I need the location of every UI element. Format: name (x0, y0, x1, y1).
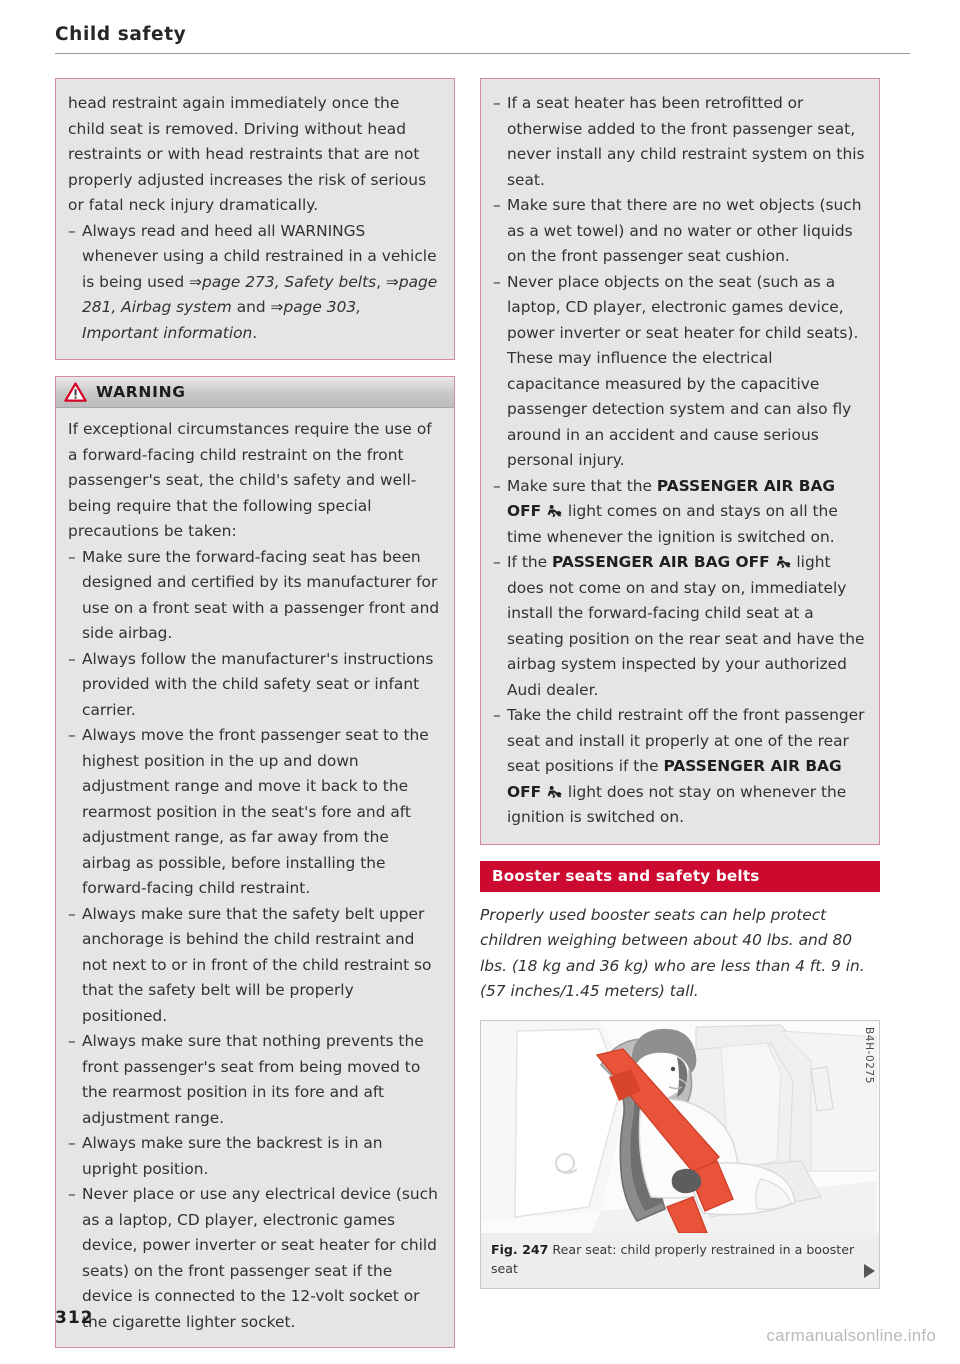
bullet-text: Always follow the manufacturer's instructions provided with the child safety seat or infant carrier. (82, 649, 434, 719)
warning-bullet-5 (68, 1029, 440, 1131)
seg-plain-2: light comes on and stays on all the time whenever the ignition is switched on. (507, 502, 838, 546)
seg-plain-2: light does not come on and stay on, immediately install the forward-facing child seat at a seating position on the rear seat and have the airbag system inspected by your authorized Audi dealer. (507, 553, 865, 699)
section-intro: Properly used booster seats can help protect children weighing between about 40 lbs. and 80 lbs. (18 kg and 36 kg) who are less than 4 ft. 9 in. (57 inches/1.45 meters) tall. (480, 905, 865, 1000)
figure-code: B4H-0275 (863, 1026, 875, 1084)
bullet-dash: – (68, 726, 76, 744)
bullet-dash: – (493, 476, 501, 495)
continued-bullet (68, 219, 440, 347)
ref-sep-1: , (376, 272, 386, 291)
bullet-dash: – (493, 272, 501, 291)
bullet-text: Make sure that there are no wet objects (such as a wet towel) and no water or other liquids on the front passenger seat cushion. (507, 196, 862, 265)
airbag-off-icon (546, 783, 563, 801)
bullet-dash: – (68, 221, 76, 240)
bullet-text: Always make sure that nothing prevents the front passenger's seat from being moved to the rearmost position in its fore and aft adjustment range. (82, 1032, 424, 1127)
cross-ref-2[interactable]: page 281, Airbag system (82, 272, 438, 316)
passenger-airbag-off-label: PASSENGER AIR BAG OFF (552, 553, 770, 571)
warning-bullet-1 (68, 545, 440, 647)
seg-plain: If the (507, 553, 552, 571)
cross-ref-3[interactable]: page 303, Important information (82, 298, 362, 342)
bullet-dash: – (68, 904, 76, 923)
figure-caption-text: Rear seat: child properly restrained in a booster seat (491, 1241, 855, 1276)
bullet-dash: – (68, 649, 76, 668)
bullet-text (507, 474, 865, 551)
warning-triangle-icon (64, 382, 87, 402)
bullet-dash: – (68, 1185, 76, 1203)
left-column (55, 78, 455, 1364)
bullet-text: Always make sure the backrest is in an upright position. (82, 1134, 383, 1178)
page-header (55, 24, 910, 54)
figure-image (481, 1021, 879, 1233)
bullet-text: Always move the front passenger seat to the highest position in the up and down adjustment range and move it back to the rearmost position in the seat's fore and aft adjustment range, as far away from the airbag as possible, before installing the forward-facing child restraint. (82, 726, 429, 897)
bullet-text-pre: Always read and heed all WARNINGS whenever using a child restrained in a vehicle is being used (82, 221, 437, 291)
header-divider (55, 53, 910, 54)
page-title: Child safety (55, 24, 187, 45)
bullet-dash: – (68, 1032, 76, 1050)
seg-plain: Make sure that the (507, 476, 657, 495)
bullet-text (507, 550, 865, 703)
warning-bullet-3 (68, 723, 440, 902)
bullet-text: Always make sure that the safety belt upper anchorage is behind the child restraint and not next to or in front of the child restraint so that the safety belt will be properly positioned. (82, 904, 432, 1025)
warning-continued-box (480, 78, 880, 845)
bullet-text (82, 219, 440, 347)
warning-bullet-6 (68, 1131, 440, 1182)
figure-caption (481, 1233, 879, 1288)
cross-ref-arrow-3: ⇒ (270, 298, 284, 316)
right-column (480, 78, 880, 1289)
bullet-text: Never place objects on the seat (such as a laptop, CD player, electronic games device, power inverter or seat heater for child seats). These may influence the electrical capacitance measured by the capacitive passenger detection system and can also fly around in an accident and cause serious personal injury. (507, 272, 859, 469)
warning-cont-bullet-4 (493, 474, 865, 551)
bullet-dash: – (68, 547, 76, 566)
cross-ref-arrow-1: ⇒ (189, 272, 202, 291)
warning-body (56, 408, 454, 1347)
bullet-text (507, 703, 865, 831)
bullet-dash: – (493, 196, 501, 214)
warning-cont-bullet-6 (493, 703, 865, 831)
figure-number: Fig. 247 (491, 1241, 549, 1257)
bullet-dash: – (493, 94, 501, 112)
site-watermark: carmanualsonline.info (766, 1326, 936, 1345)
warning-cont-bullet-3 (493, 270, 865, 474)
bullet-text-end: . (252, 323, 258, 342)
warning-intro: If exceptional circumstances require the use of a forward-facing child restraint on the front passenger's seat, the child's safety and well-being require that the following special precautions be taken: (68, 420, 432, 540)
bullet-text: Never place or use any electrical device (such as a laptop, CD player, electronic games device, power inverter or seat heater for child seats) on the front passenger seat if the device is connected to the 12-volt socket or the cigarette lighter socket. (82, 1185, 438, 1331)
section-heading-booster-seats: Booster seats and safety belts (480, 861, 880, 892)
passenger-airbag-off-label: PASSENGER AIR BAG OFF (507, 757, 842, 801)
cross-ref-1[interactable]: page 273, Safety belts (201, 272, 377, 291)
seg-plain-2: light does not stay on whenever the ignition is switched on. (507, 782, 847, 826)
bullet-text: If a seat heater has been retrofitted or otherwise added to the front passenger seat, never install any child restraint system on this seat. (507, 94, 865, 189)
page-number: 312 (55, 1308, 94, 1328)
ref-join: and (231, 298, 271, 316)
warning-cont-bullet-2 (493, 193, 865, 270)
continue-arrow-icon (864, 1264, 875, 1278)
warning-label: WARNING (96, 383, 186, 401)
warning-bar (56, 377, 454, 408)
cross-ref-arrow-2: ⇒ (385, 272, 399, 291)
warning-bullet-2 (68, 647, 440, 724)
bullet-dash: – (493, 706, 501, 724)
bullet-text: Make sure the forward-facing seat has been designed and certified by its manufacturer for use on a front seat with a passenger front and side airbag. (82, 547, 440, 642)
continued-warning-box (55, 78, 455, 360)
airbag-off-icon (546, 502, 563, 520)
airbag-off-icon (775, 553, 792, 571)
figure-247 (480, 1020, 880, 1289)
warning-bullet-7 (68, 1182, 440, 1335)
warning-cont-bullet-1 (493, 91, 865, 193)
seg-plain: Take the child restraint off the front passenger seat and install it properly at one of the rear seat positions if the (507, 706, 865, 775)
warning-box (55, 376, 455, 1348)
warning-bullet-4 (68, 902, 440, 1030)
bullet-dash: – (68, 1134, 76, 1152)
passenger-airbag-off-label: PASSENGER AIR BAG OFF (507, 476, 835, 520)
warning-cont-bullet-5 (493, 550, 865, 703)
continued-paragraph: head restraint again immediately once the child seat is removed. Driving without head restraints or with head restraints that are not properly adjusted increases the risk of serious or fatal neck injury dramatically. (68, 94, 427, 214)
bullet-dash: – (493, 553, 501, 571)
